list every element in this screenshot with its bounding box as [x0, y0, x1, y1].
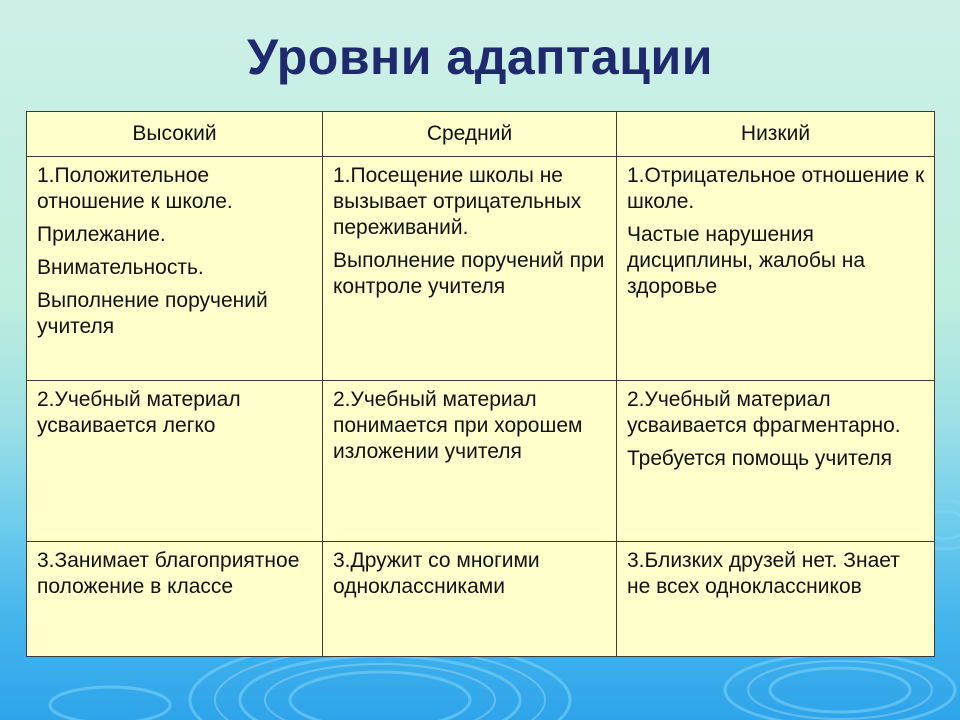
cell-text: Частые нарушения дисциплины, жалобы на здоровье: [627, 223, 866, 298]
slide-title: Уровни адаптации: [247, 29, 713, 85]
table-cell: [27, 157, 323, 381]
header-high: Высокий: [27, 112, 323, 157]
table-cell: [323, 542, 617, 657]
cell-text: 3.Занимает благоприятное положение в классе: [37, 549, 300, 598]
cell-text: 1.Отрицательное отношение к школе.: [627, 164, 925, 213]
cell-text: Требуется помощь учителя: [627, 447, 893, 470]
table-cell: [617, 542, 935, 657]
cell-text: 1.Положительное отношение к школе.: [37, 164, 233, 213]
table-cell: [617, 381, 935, 542]
cell-text: Внимательность.: [37, 256, 204, 279]
cell-text: 2.Учебный материал усваивается легко: [37, 388, 241, 437]
table-cell: [27, 381, 323, 542]
header-low: Низкий: [617, 112, 935, 157]
table-cell: [323, 157, 617, 381]
header-medium: Средний: [323, 112, 617, 157]
table-row: [27, 157, 935, 381]
adaptation-levels-table: [26, 111, 935, 657]
adaptation-levels-table-container: [26, 111, 934, 657]
cell-text: Выполнение поручений при контроле учителя: [333, 249, 605, 298]
table-cell: [27, 542, 323, 657]
table-header-row: [27, 112, 935, 157]
cell-text: 2.Учебный материал усваивается фрагментарно.: [627, 388, 901, 437]
table-row: [27, 381, 935, 542]
table-row: [27, 542, 935, 657]
table-cell: [617, 157, 935, 381]
table-cell: [323, 381, 617, 542]
cell-text: 3.Близких друзей нет. Знает не всех одноклассников: [627, 549, 900, 598]
cell-text: 1.Посещение школы не вызывает отрицательных переживаний.: [333, 164, 582, 239]
cell-text: Прилежание.: [37, 223, 166, 246]
cell-text: 2.Учебный материал понимается при хорошем изложении учителя: [333, 388, 583, 463]
cell-text: 3.Дружит со многими одноклассниками: [333, 549, 540, 598]
cell-text: Выполнение поручений учителя: [37, 289, 268, 338]
